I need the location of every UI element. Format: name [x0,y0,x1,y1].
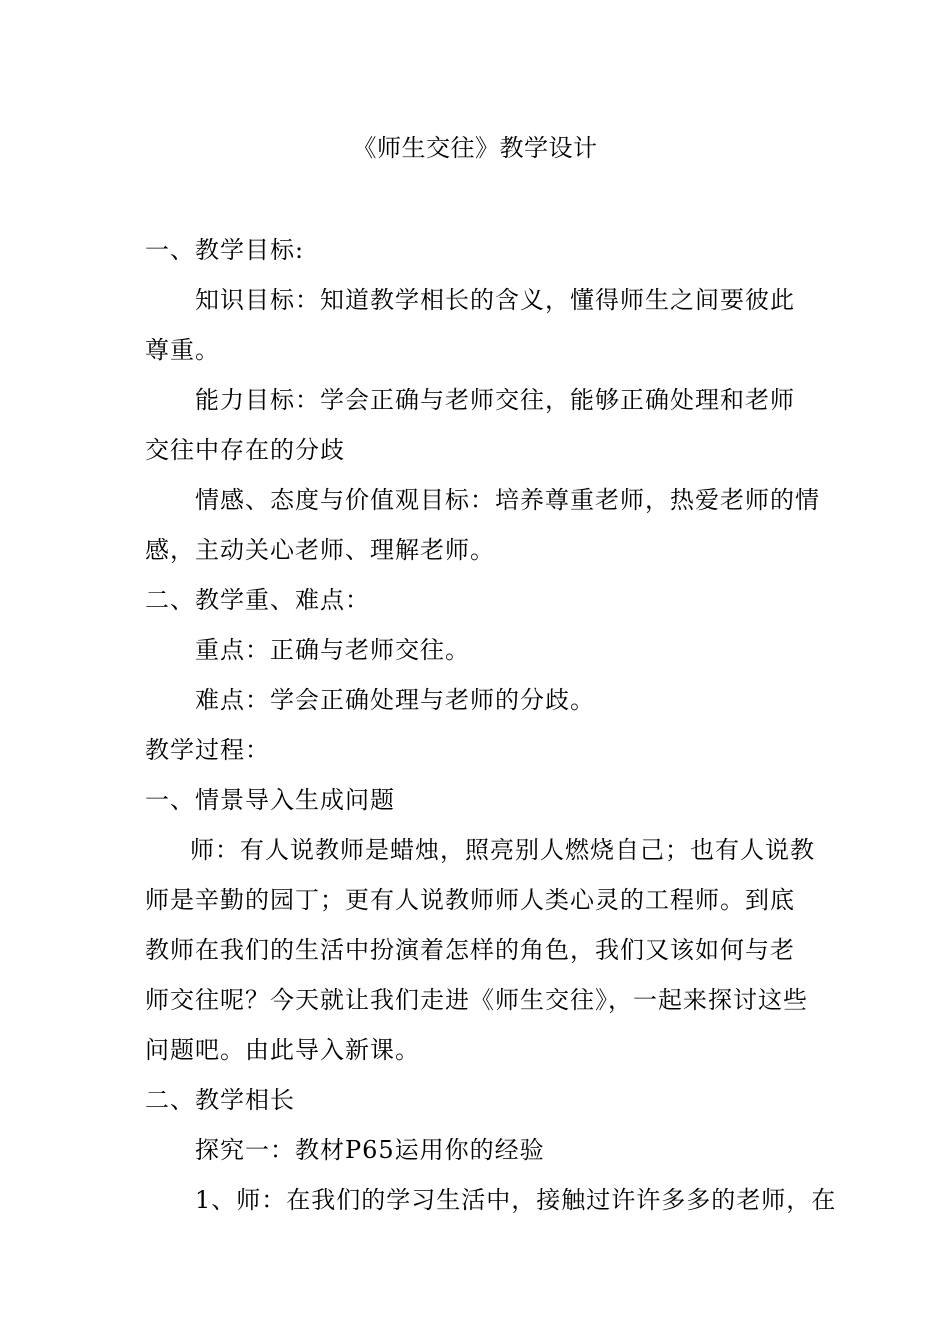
section-heading-objectives: 一、教学目标: [145,236,305,264]
section-heading-process: 教学过程： [145,736,270,764]
paragraph-knowledge-goal-cont: 尊重。 [145,336,220,364]
paragraph-ability-goal: 能力目标：学会正确与老师交往，能够正确处理和老师 [195,386,795,414]
paragraph-intro-cont-2: 教师在我们的生活中扮演着怎样的角色，我们又该如何与老 [145,936,795,964]
paragraph-teacher-prompt: 1、师：在我们的学习生活中，接触过许许多多的老师，在 [195,1186,837,1214]
paragraph-knowledge-goal: 知识目标：知道教学相长的含义，懂得师生之间要彼此 [195,286,795,314]
paragraph-emotion-goal-cont: 感，主动关心老师、理解老师。 [145,536,495,564]
document-title: 《师生交往》教学设计 [352,134,598,162]
paragraph-intro-cont-4: 问题吧。由此导入新课。 [145,1036,420,1064]
section-heading-teaching: 二、教学相长 [145,1086,295,1114]
paragraph-key-point: 重点：正确与老师交往。 [195,636,470,664]
paragraph-emotion-goal: 情感、态度与价值观目标：培养尊重老师，热爱老师的情 [195,486,820,514]
paragraph-intro-cont-1: 师是辛勤的园丁；更有人说教师师人类心灵的工程师。到底 [145,886,795,914]
section-heading-intro: 一、情景导入生成问题 [145,786,395,814]
paragraph-intro: 师：有人说教师是蜡烛，照亮别人燃烧自己；也有人说教 [190,836,815,864]
paragraph-explore-one: 探究一：教材P65运用你的经验 [195,1136,545,1164]
section-heading-key-points: 二、教学重、难点： [145,586,370,614]
paragraph-ability-goal-cont: 交往中存在的分歧 [145,436,345,464]
paragraph-intro-cont-3: 师交往呢？今天就让我们走进《师生交往》，一起来探讨这些 [145,986,808,1014]
paragraph-difficult-point: 难点：学会正确处理与老师的分歧。 [195,686,595,714]
